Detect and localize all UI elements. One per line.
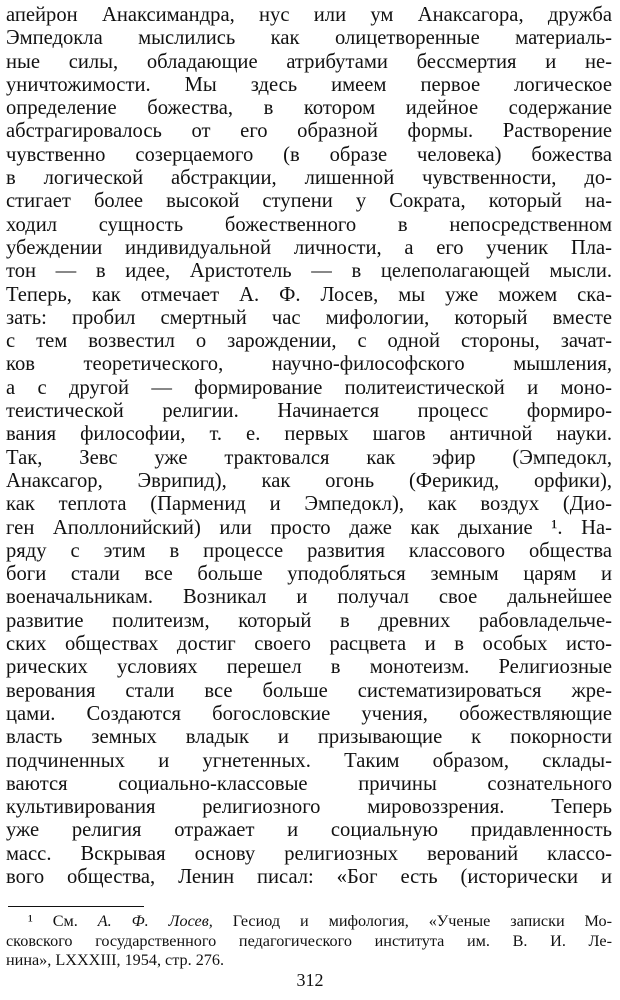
text-line: масс. Вскрывая основу религиозных верований классо- [6,842,612,865]
text-line: убеждении индивидуальной личности, а его ученик Пла- [6,236,612,259]
text-line: ген Аполлонийский) или просто даже как дыхание ¹. На- [6,516,612,539]
text-line: а с другой — формирование политеистической и моно- [6,376,612,399]
text-line: как теплота (Парменид и Эмпедокл), как воздух (Дио- [6,493,612,516]
text-line: цами. Создаются богословские учения, обожествляющие [6,702,612,725]
text-line: абстрагировалось от его образной формы. Растворение [6,120,612,143]
text-line: власть земных владык и призывающие к покорности [6,726,612,749]
text-line: стигает более высокой ступени у Сократа, который на- [6,190,612,213]
text-line: уничтожимости. Мы здесь имеем первое логическое [6,73,612,96]
text-line: культивирования религиозного мировоззрения. Теперь [6,796,612,819]
footnote-divider [8,906,144,907]
text-line: верования стали все больше систематизироваться жре- [6,679,612,702]
text-line: подчиненных и угнетенных. Таким образом, склады- [6,749,612,772]
text-line: ских обществах достиг своего расцвета и в особых исто- [6,633,612,656]
text-line: рических условиях перешел в монотеизм. Религиозные [6,656,612,679]
body-text [6,4,612,889]
text-line: теистической религии. Начинается процесс формиро- [6,400,612,423]
text-line: вого общества, Ленин писал: «Бог есть (исторически и [6,865,612,888]
footnote-line-3: нина», LXXXIII, 1954, стр. 276. [6,951,225,969]
text-line: ходил сущность божественного в непосредственном [6,213,612,236]
text-line: ваются социально-классовые причины сознательного [6,772,612,795]
text-line: определение божества, в котором идейное содержание [6,97,612,120]
text-line: Теперь, как отмечает А. Ф. Лосев, мы уже можем ска- [6,283,612,306]
text-line: чувственно созерцаемого (в образе человека) божества [6,143,612,166]
text-line: ряду с этим в процессе развития классового общества [6,539,612,562]
text-line: вания философии, т. е. первых шагов античной науки. [6,423,612,446]
footnote-line-1 [6,912,612,932]
footnote-line-1-rest: Гесиод и мифология, «Ученые записки Мо- [212,912,612,930]
footnote-prefix: См. [32,912,98,930]
footnote-marker: ¹ [28,912,33,930]
text-line: ков теоретического, научно-философского мышления, [6,353,612,376]
footnote-line-2: сковского государственного педагогического института им. В. И. Ле- [6,931,612,950]
text-line: Эмпедокла мыслились как олицетворенные материаль- [6,27,612,50]
page-number: 312 [296,970,324,990]
text-line: уже религия отражает и социальную придавленность [6,819,612,842]
text-line: ные силы, обладающие атрибутами бессмертия и не- [6,50,612,73]
footnote-author: А. Ф. Лосев, [97,912,213,930]
text-line: апейрон Анаксимандра, нус или ум Анаксагора, дружба [6,4,612,26]
text-line: Так, Зевс уже трактовался как эфир (Эмпедокл, [6,446,612,469]
footnote [6,912,612,971]
text-line: с тем возвестил о зарождении, с одной стороны, зачат- [6,330,612,353]
text-line: военачальникам. Возникал и получал свое дальнейшее [6,586,612,609]
text-line: Анаксагор, Эврипид), как огонь (Ферикид, орфики), [6,469,612,492]
text-line: тон — в идее, Аристотель — в целеполагающей мысли. [6,260,612,283]
text-line: зать: пробил смертный час мифологии, который вместе [6,306,612,329]
text-line: боги стали все больше уподобляться земным царям и [6,563,612,586]
text-line: в логической абстракции, лишенной чувственности, до- [6,167,612,190]
text-line: развитие политеизм, который в древних рабовладельче- [6,609,612,632]
